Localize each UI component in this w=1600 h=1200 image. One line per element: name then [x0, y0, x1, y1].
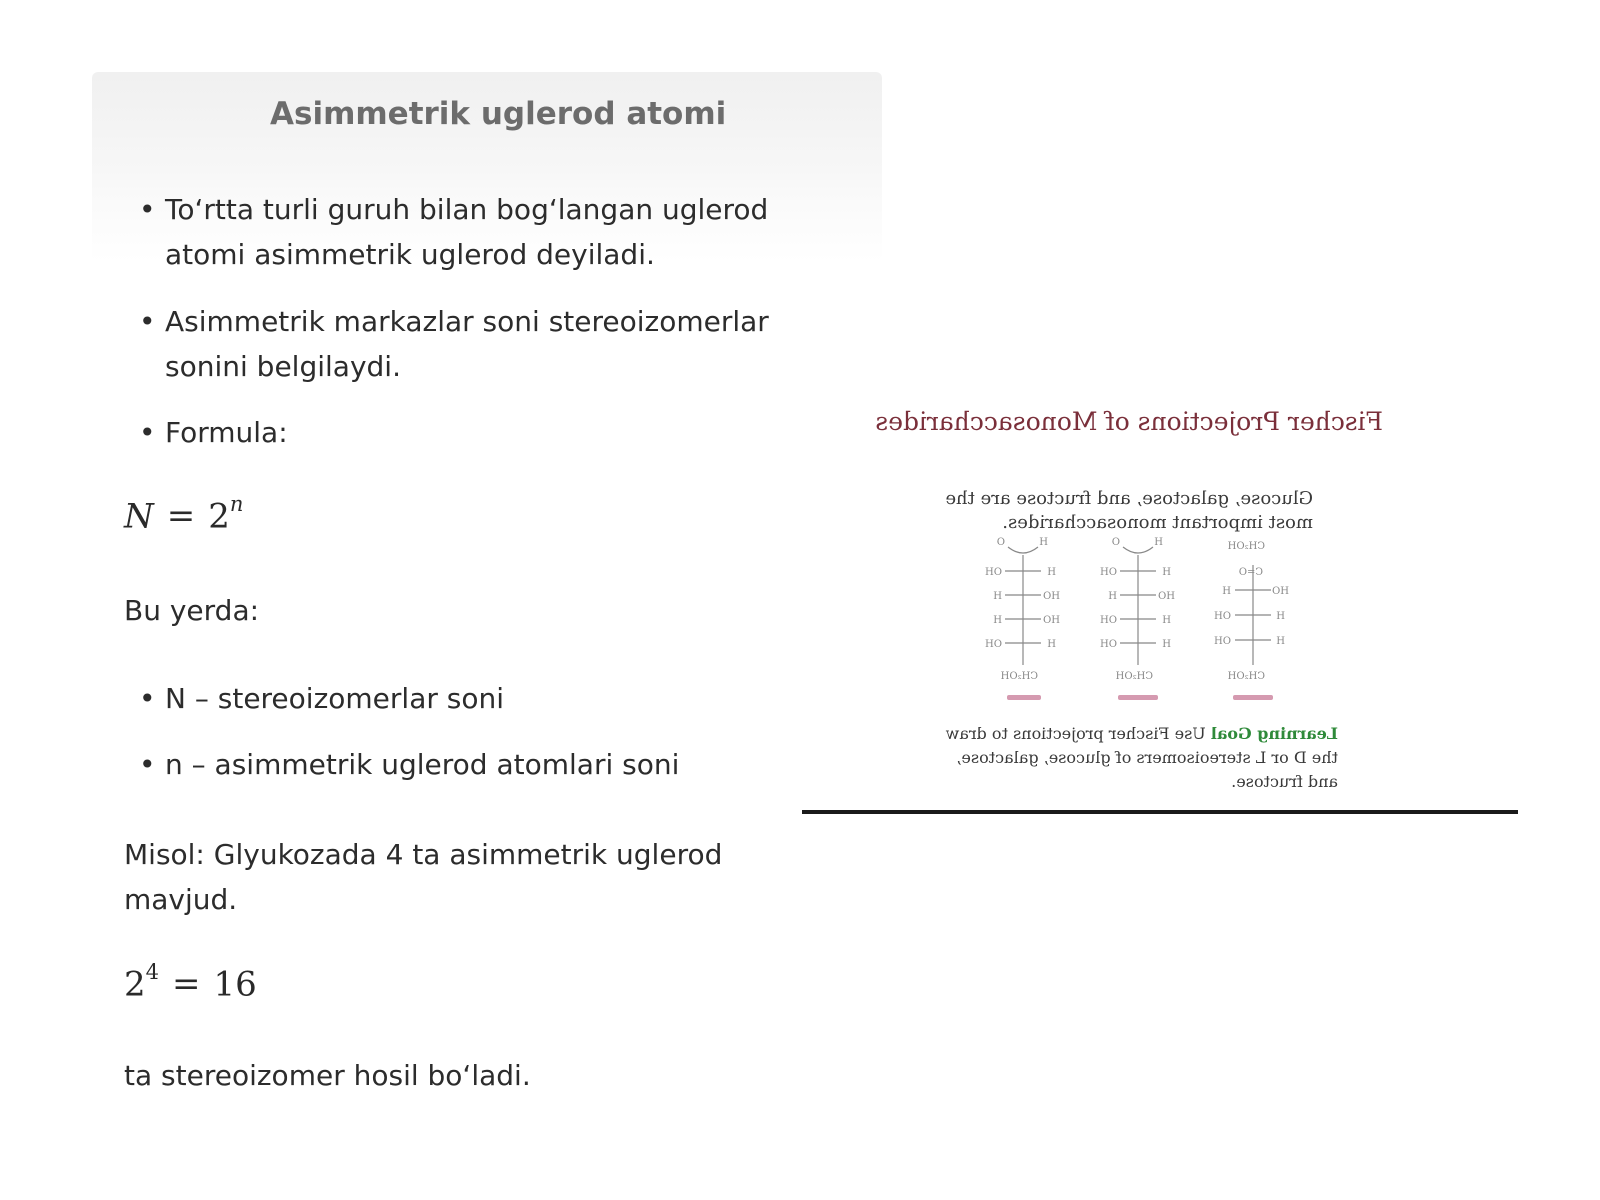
- svg-text:CH₂OH: CH₂OH: [1115, 671, 1153, 682]
- svg-text:H: H: [1039, 537, 1048, 548]
- fischer-structures-image: [933, 535, 1313, 715]
- bullet-item: [139, 299, 769, 389]
- example-text: [124, 832, 722, 922]
- svg-text:OH: OH: [1100, 615, 1117, 626]
- svg-text:H: H: [1162, 639, 1171, 650]
- bullet-line: Asimmetrik markazlar soni stereoizomerlar: [165, 305, 769, 338]
- formula-base: 2: [208, 496, 230, 537]
- example-line: mavjud.: [124, 883, 238, 916]
- definition-item: [139, 742, 680, 787]
- bullet-dot: •: [139, 416, 156, 449]
- learning-goal-text: Use Fischer projections to draw the D or L stereoisomers of glucose, galactose, and fructose.: [945, 724, 1338, 791]
- bullet-dot: •: [139, 193, 156, 226]
- example-formula-equals: =: [172, 964, 201, 1005]
- svg-text:H: H: [1222, 586, 1231, 597]
- bullet-item: [139, 410, 288, 455]
- where-label: Bu yerda:: [124, 594, 260, 627]
- bullet-dot: •: [139, 682, 156, 715]
- svg-text:H: H: [1276, 636, 1285, 647]
- svg-text:CH₂OH: CH₂OH: [1227, 671, 1265, 682]
- learning-goal-label: Learning Goal: [1210, 724, 1338, 743]
- bullet-line: Formula:: [165, 416, 288, 449]
- figure-title: Fischer Projections of Monosaccharides: [875, 407, 1383, 436]
- svg-text:H: H: [1154, 537, 1163, 548]
- svg-text:H: H: [1047, 567, 1056, 578]
- svg-text:H: H: [993, 591, 1002, 602]
- svg-text:HO: HO: [1043, 591, 1060, 602]
- example-formula-result: 16: [213, 964, 257, 1005]
- bullet-line: To‘rtta turli guruh bilan bog‘langan uglerod: [165, 193, 769, 226]
- svg-text:H: H: [1162, 615, 1171, 626]
- svg-text:O: O: [996, 537, 1005, 548]
- definition-item: [139, 676, 505, 721]
- svg-text:OH: OH: [1214, 611, 1231, 622]
- svg-text:OH: OH: [1214, 636, 1231, 647]
- svg-text:HO: HO: [1158, 591, 1175, 602]
- bullet-line: atomi asimmetrik uglerod deyiladi.: [165, 238, 655, 271]
- bullet-line: sonini belgilaydi.: [165, 350, 401, 383]
- svg-text:H: H: [1108, 591, 1117, 602]
- svg-text:OH: OH: [1100, 639, 1117, 650]
- definition-text: N – stereoizomerlar soni: [165, 682, 505, 715]
- svg-text:HO: HO: [1043, 615, 1060, 626]
- formula-equals: =: [166, 496, 196, 537]
- slide-title: Asimmetrik uglerod atomi: [270, 96, 727, 132]
- conclusion-text: ta stereoizomer hosil bo‘ladi.: [124, 1059, 531, 1092]
- formula: [124, 492, 244, 537]
- svg-text:H: H: [1162, 567, 1171, 578]
- fischer-projection-figure: [800, 395, 1518, 791]
- formula-lhs: N: [124, 496, 154, 537]
- svg-text:CH₂OH: CH₂OH: [1227, 541, 1265, 552]
- bullet-dot: •: [139, 305, 156, 338]
- example-formula-exponent: 4: [145, 960, 160, 984]
- example-formula: [124, 960, 257, 1005]
- definition-text: n – asimmetrik uglerod atomlari soni: [165, 748, 680, 781]
- svg-text:OH: OH: [985, 639, 1002, 650]
- svg-text:C=O: C=O: [1238, 567, 1263, 578]
- figure-underline-divider: [802, 810, 1518, 814]
- bullet-dot: •: [139, 748, 156, 781]
- svg-text:O: O: [1111, 537, 1120, 548]
- svg-text:H: H: [993, 615, 1002, 626]
- svg-text:H: H: [1047, 639, 1056, 650]
- svg-text:OH: OH: [985, 567, 1002, 578]
- figure-learning-goal: [928, 722, 1338, 794]
- svg-text:CH₂OH: CH₂OH: [1000, 671, 1038, 682]
- svg-text:OH: OH: [1100, 567, 1117, 578]
- figure-intro: Glucose, galactose, and fructose are the most important monosaccharides.: [945, 488, 1313, 533]
- example-formula-base: 2: [124, 964, 146, 1005]
- example-line: Misol: Glyukozada 4 ta asimmetrik uglerod: [124, 838, 723, 871]
- formula-exponent: n: [229, 492, 244, 516]
- svg-text:H: H: [1276, 611, 1285, 622]
- bullet-item: [139, 187, 769, 277]
- svg-text:HO: HO: [1272, 586, 1289, 597]
